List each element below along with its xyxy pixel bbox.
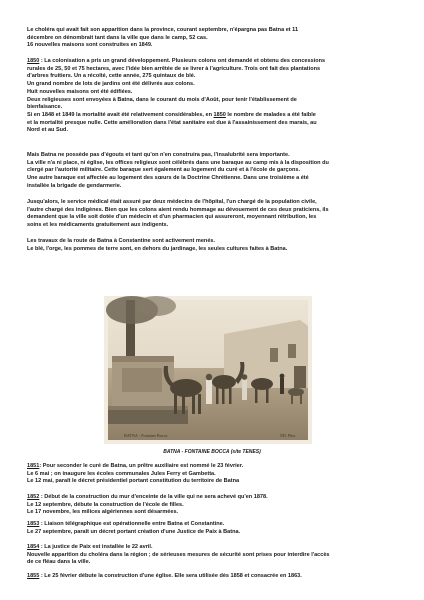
text-line: Le 27 septembre, paraît un décret portant création d'une Justice de Paix à Batna. [27,528,241,535]
postcard-edition-text: ND. Phot. [280,433,297,438]
text-line: clergé par l'autorité militaire. Cette baraque sert également au logement du curé et à l'école de garçons. [27,167,300,174]
postcard-caption-text: BATNA - Fontaine Bocca [124,433,168,438]
section-1850 [27,58,401,135]
text-line: Le choléra qui avait fait son apparition dans la province, courant septembre, n'épargna pas Batna et 11 [27,27,299,33]
paragraph-batna [27,152,401,191]
text-line: Nouvelle apparition du choléra dans la région ; de sérieuses mesures de sécurité sont prises pour interdire l'accès [27,551,330,558]
text-line: : La colonisation a pris un grand développement. Plusieurs colons ont demandé et obtenu des concessions [39,58,326,64]
year-heading: 1850 [27,58,40,64]
text-line: : La justice de Paix est installée le 22 avril. [39,544,153,550]
text-line: l'autre chargé des indigènes. Bien que les colons aient rendu hommage au dévouement de ces deux praticiens, ils [27,206,329,213]
paragraph-medical [27,199,401,230]
year-heading: 1855 [27,573,40,579]
text-line: Un grand nombre de lots de jardins ont été délivrés aux colons. [27,81,195,88]
text-line: Mais Batna ne possède pas d'égouts et tant qu'on n'en construira pas, l'insalubrité sera importante. [27,152,290,158]
text-line: installée la brigade de gendarmerie. [27,182,122,189]
text-line: : Début de la construction du mur d'enceinte de la ville qui ne sera achevé qu'en 1878. [39,494,268,500]
text-line: de ce fléau dans la ville. [27,559,91,566]
year-heading: 1852 [27,494,40,500]
text-line: : Liaison télégraphique est opérationnelle entre Batna et Constantine. [39,521,225,527]
text-fragment: Si en 1848 et 1849 la mortalité avait été relativement considérables, en [27,111,214,118]
paragraph-route [27,238,401,253]
fontaine-bocca-photo [104,296,312,444]
year-heading: 1854 [27,544,40,550]
text-line: bienfaisance. [27,104,63,111]
text-fragment: le nombre de malades a été faible [225,111,316,118]
text-line: rurales de 25, 50 et 75 hectares, avec l'idée bien arrêtée de se livrer à l'agriculture. Trois ont fait des plantations [27,65,321,72]
text-line: d'arbres fruitiers. Un a récolté, cette année, 275 quintaux de blé. [27,73,196,80]
text-line: demandent que la ville soit dotée d'un médecin et d'un pharmacien qui assureront, moyennant rétribution, les [27,214,317,221]
text-line: décembre on dénombrait tant dans la ville que dans le camp, 52 cas. [27,34,208,41]
text-line: et la mortalité presque nulle. Cette amélioration dans l'état sanitaire est due à l'assainissement des marais, au [27,119,317,126]
text-line: Jusqu'alors, le service médical était assuré par deux médecins de l'hôpital, l'un chargé de la population civile, [27,199,317,205]
text-line: Le 17 novembre, les milices algériennes sont désarmées. [27,509,179,516]
text-line: : Pour seconder le curé de Batna, un prêtre auxiliaire est nommé le 23 février. [39,463,244,469]
section-1853 [27,521,401,536]
year-inline: 1850 [213,111,226,118]
text-line: soins et les médicaments gratuitement aux indigents. [27,222,169,229]
text-line: Huit nouvelles maisons ont été édifiées. [27,88,133,95]
text-line: Le 12 septembre, débute la construction de l'école de filles. [27,501,184,508]
section-1851 [27,463,401,486]
year-heading: 1853 [27,521,40,527]
section-1855 [27,573,401,581]
text-line: Nord et au Sud. [27,127,68,134]
text-line: La ville n'a ni place, ni église, les offices religieux sont célébrés dans une baraque au camp mis à la disposition du [27,159,329,166]
year-heading: 1851 [27,463,40,469]
text-line: Le blé, l'orge, les pommes de terre sont, en dehors du jardinage, les seules cultures faites à Batna. [27,245,288,252]
photo-caption: BATNA - FONTAINE BOCCA (site TENES) [163,449,261,455]
text-line: Le 12 mai, paraît le décret présidentiel portant constitution du territoire de Batna [27,478,240,485]
section-1854 [27,544,401,567]
text-line: 16 nouvelles maisons sont construites en 1849. [27,42,153,49]
text-line: Deux religieuses sont envoyées à Batna, dans le courant du mois d'Août, pour tenir l'établissement de [27,96,297,103]
intro-paragraph [27,27,401,50]
text-line: Une autre baraque est affectée au logement des sœurs de la Doctrine Chrétienne. Dans une troisième a été [27,175,309,182]
text-line: Les travaux de la route de Batna à Constantine sont activement menés. [27,238,216,244]
text-line: : Le 25 février débute la construction d'une église. Elle sera utilisée dès 1858 et consacrée en 1863. [39,573,302,579]
text-line: Le 6 mai ; on inaugure les écoles communales Jules Ferry et Gambetta. [27,470,216,477]
section-1852 [27,494,401,517]
